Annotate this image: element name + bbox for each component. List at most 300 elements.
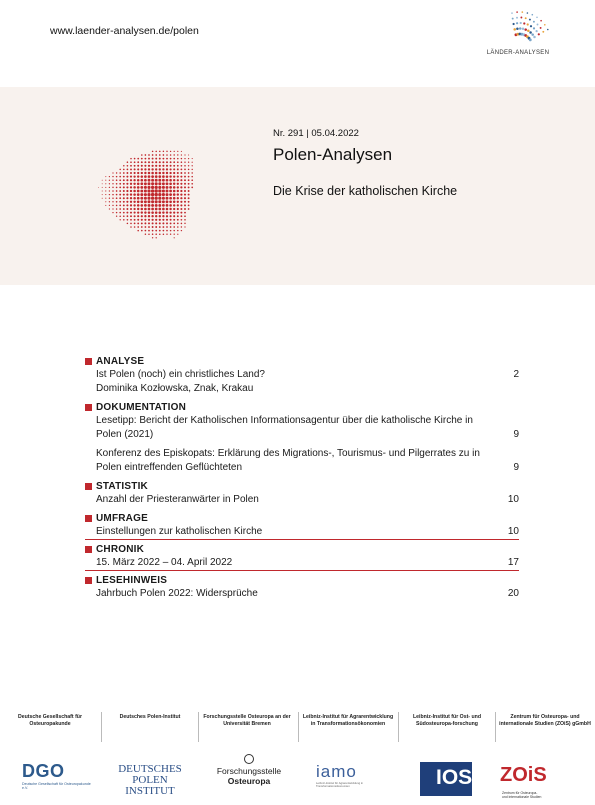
halftone-dot (148, 230, 150, 232)
halftone-dot (144, 189, 147, 192)
halftone-dot (155, 200, 158, 203)
halftone-dot (148, 215, 150, 217)
halftone-dot (148, 165, 150, 167)
halftone-dot (151, 179, 154, 182)
section-heading: UMFRAGE (96, 512, 148, 524)
halftone-dot (137, 219, 139, 221)
halftone-dot (162, 158, 164, 160)
divider (398, 712, 399, 742)
halftone-dot (130, 190, 132, 192)
halftone-dot (134, 226, 136, 228)
halftone-dot (120, 219, 121, 220)
halftone-dot (102, 183, 103, 184)
halftone-dot (105, 190, 106, 191)
halftone-dot (170, 226, 172, 228)
halftone-dot (102, 187, 103, 188)
ios-logo[interactable]: IOS (420, 762, 472, 796)
halftone-dot (134, 212, 136, 214)
halftone-dot (177, 193, 179, 195)
fso-logo[interactable]: Forschungsstelle Osteuropa (215, 754, 283, 786)
halftone-dot (170, 222, 172, 224)
logo-dot (524, 28, 527, 31)
iamo-logo[interactable]: iamo Leibniz-Institut für Agrarentwicklung in Transformationsökonomien (316, 762, 364, 789)
halftone-dot (169, 204, 172, 207)
bullet-square-icon (85, 358, 92, 365)
halftone-dot (166, 197, 169, 200)
halftone-dot (144, 211, 146, 213)
halftone-dot (148, 168, 150, 170)
halftone-dot (112, 194, 114, 196)
halftone-dot (105, 198, 106, 199)
halftone-dot (159, 151, 161, 153)
halftone-dot (152, 154, 154, 156)
halftone-dot (158, 197, 161, 200)
halftone-dot (162, 219, 164, 221)
logo-dot (540, 20, 542, 22)
halftone-dot (116, 197, 118, 199)
halftone-dot (148, 200, 151, 203)
halftone-dot (162, 179, 165, 182)
halftone-dot (192, 165, 193, 166)
halftone-dot (141, 175, 144, 178)
halftone-dot (173, 186, 176, 189)
halftone-dot (177, 226, 179, 228)
halftone-dot (147, 193, 150, 196)
logo-dot (529, 39, 532, 42)
halftone-dot (173, 161, 175, 163)
halftone-dot (162, 208, 165, 211)
halftone-dot (148, 208, 151, 211)
logo-dot (537, 24, 539, 26)
halftone-dot (130, 201, 132, 203)
halftone-dot (162, 215, 164, 217)
halftone-dot (109, 201, 110, 202)
halftone-dot (130, 223, 132, 225)
halftone-dot (155, 179, 158, 182)
halftone-dot (144, 193, 147, 196)
halftone-dot (184, 179, 186, 181)
halftone-dot (105, 194, 106, 195)
halftone-dot (180, 176, 182, 178)
institution-label: Zentrum für Osteuropa- und internationale Studien (ZOiS) gGmbH (499, 714, 591, 727)
halftone-dot (184, 212, 186, 214)
halftone-dot (162, 193, 165, 196)
halftone-dot (155, 154, 157, 156)
institution-label: Deutsches Polen-Institut (119, 714, 181, 720)
halftone-dot (144, 197, 147, 200)
halftone-dot (141, 215, 143, 217)
halftone-dot (127, 165, 129, 167)
halftone-dot (170, 158, 172, 160)
halftone-dot (119, 201, 121, 203)
halftone-dot (109, 180, 110, 181)
halftone-dot (191, 183, 193, 185)
halftone-dot (116, 187, 118, 189)
logo-dot (520, 17, 522, 19)
halftone-dot (126, 194, 128, 196)
halftone-dot (188, 172, 190, 174)
halftone-dot (155, 172, 158, 175)
halftone-dot (102, 191, 103, 192)
halftone-dot (123, 197, 125, 199)
halftone-dot (162, 182, 165, 185)
halftone-dot (158, 193, 161, 196)
logo-dot (547, 29, 549, 31)
halftone-dot (173, 215, 175, 217)
halftone-dot (119, 186, 121, 188)
halftone-dot (155, 211, 158, 214)
toc-entry[interactable]: Jahrbuch Polen 2022: Widersprüche 20 (96, 588, 519, 599)
halftone-dot (119, 190, 121, 192)
halftone-dot (134, 158, 136, 160)
halftone-dot (137, 190, 140, 193)
halftone-dot (169, 172, 171, 174)
page-number: 9 (513, 429, 519, 440)
halftone-dot (116, 172, 117, 173)
halftone-dot (137, 208, 139, 210)
halftone-dot (130, 168, 132, 170)
logo-dot (532, 14, 534, 16)
page-number: 2 (513, 369, 519, 380)
logo-dot (529, 31, 532, 34)
halftone-dot (166, 190, 169, 193)
halftone-dot (141, 222, 143, 224)
halftone-dot (105, 176, 106, 177)
halftone-dot (116, 183, 118, 185)
halftone-dot (141, 165, 143, 167)
halftone-dot (155, 165, 157, 167)
halftone-dot (166, 204, 169, 207)
page-number: 9 (513, 462, 519, 473)
halftone-dot (148, 219, 150, 221)
halftone-dot (112, 190, 114, 192)
toc-entry[interactable]: 15. März 2022 – 04. April 2022 17 (96, 557, 519, 568)
halftone-dot (144, 200, 147, 203)
halftone-dot (130, 204, 132, 206)
halftone-dot (162, 226, 164, 228)
halftone-dot (159, 226, 161, 228)
halftone-dot (151, 172, 154, 175)
toc-section-umfrage (85, 511, 519, 540)
halftone-dot (127, 215, 129, 217)
halftone-dot (166, 230, 168, 232)
halftone-dot (166, 226, 168, 228)
halftone-dot (105, 187, 106, 188)
toc-entry[interactable]: Konferenz des Episkopats: Erklärung des Migrations-, Tourismus- und Pilgerrates zu in Polen eintreffenden Geflüchteten 9 (96, 448, 519, 473)
toc-section-statistik (85, 479, 519, 507)
logo-dot (522, 11, 524, 13)
halftone-dot (144, 219, 146, 221)
halftone-dot (109, 205, 110, 206)
halftone-dot (116, 194, 118, 196)
halftone-dot (152, 158, 154, 160)
halftone-dot (119, 176, 121, 178)
halftone-dot (148, 204, 151, 207)
logo-dot (525, 17, 527, 19)
halftone-dot (188, 179, 190, 181)
halftone-dot (140, 190, 143, 193)
halftone-dot (140, 200, 143, 203)
logo-dot (533, 21, 535, 23)
halftone-dot (140, 186, 143, 189)
halftone-dot (148, 222, 150, 224)
halftone-dot (188, 201, 190, 203)
logo-dot (527, 30, 530, 33)
halftone-dot (144, 165, 146, 167)
halftone-dot (159, 158, 161, 160)
halftone-dot (134, 172, 136, 174)
halftone-dot (133, 179, 135, 181)
halftone-dot (155, 233, 157, 235)
halftone-dot (137, 211, 139, 213)
halftone-dot (159, 165, 161, 167)
halftone-dot (133, 208, 135, 210)
halftone-dot (155, 182, 158, 185)
halftone-dot (151, 215, 153, 217)
halftone-dot (145, 154, 147, 156)
halftone-dot (166, 161, 168, 163)
halftone-dot (173, 208, 175, 210)
halftone-dot (130, 208, 132, 210)
halftone-dot (170, 230, 172, 232)
issue-title: Die Krise der katholischen Kirche (273, 184, 458, 198)
logo-dot (536, 17, 538, 19)
halftone-dot (144, 222, 146, 224)
halftone-dot (102, 198, 103, 199)
halftone-dot (130, 186, 132, 188)
halftone-dot (137, 197, 140, 200)
logo-dot (542, 31, 544, 33)
halftone-dot (177, 165, 179, 167)
logo-dot (527, 12, 529, 14)
logo-dot (520, 22, 522, 24)
halftone-dot (144, 215, 146, 217)
halftone-dot (173, 193, 176, 196)
divider (298, 712, 299, 742)
dgo-logo[interactable]: DGO Deutsche Gesellschaft für Osteuropakunde e.V. (22, 761, 91, 790)
halftone-dot (127, 219, 129, 221)
halftone-dot (133, 190, 136, 193)
halftone-dot (130, 179, 132, 181)
halftone-dot (180, 190, 182, 192)
halftone-dot (181, 230, 182, 231)
halftone-dot (166, 208, 169, 211)
toc-section-chronik (85, 542, 519, 571)
halftone-dot (170, 161, 172, 163)
logo-dot (529, 19, 531, 21)
zois-logo[interactable]: ZOiS Zentrum für Osteuropa- und internationale Studien (500, 764, 547, 799)
toc-entry[interactable]: Ist Polen (noch) ein christliches Land? 2 (96, 369, 519, 380)
halftone-dot (155, 189, 158, 192)
toc-entry[interactable]: Einstellungen zur katholischen Kirche 10 (96, 526, 519, 537)
halftone-dot (188, 165, 189, 166)
halftone-dot (112, 187, 113, 188)
halftone-dot (184, 158, 185, 159)
halftone-dot (137, 168, 139, 170)
halftone-dot (137, 172, 139, 174)
halftone-dot (181, 154, 182, 155)
halftone-dot (102, 180, 103, 181)
institution-label: Deutsche Gesellschaft für Osteuropakunde (17, 714, 82, 727)
halftone-dot (184, 176, 186, 178)
toc-entry[interactable]: Anzahl der Priesteranwärter in Polen 10 (96, 494, 519, 505)
halftone-dot (166, 186, 169, 189)
halftone-dot (170, 215, 172, 217)
halftone-dot (169, 182, 172, 185)
toc-entry[interactable]: Lesetipp: Bericht der Katholischen Informationsagentur über die katholische Kirche in Polen (2021) 9 (96, 415, 519, 440)
logo-dot (540, 27, 542, 29)
halftone-dot (180, 201, 182, 203)
halftone-dot (123, 190, 125, 192)
halftone-dot (188, 158, 189, 159)
halftone-dot (177, 230, 178, 231)
halftone-dot (155, 219, 157, 221)
halftone-dot (133, 186, 136, 189)
halftone-dot (141, 219, 143, 221)
halftone-dot (170, 154, 172, 156)
halftone-dot (191, 176, 193, 178)
halftone-dot (147, 189, 150, 192)
halftone-dot (127, 169, 129, 171)
page-number: 20 (507, 588, 519, 599)
halftone-dot (112, 197, 113, 198)
institution-label: Forschungsstelle Osteuropa an der Universität Bremen (203, 714, 291, 727)
halftone-dot (151, 200, 154, 203)
halftone-dot (177, 176, 179, 178)
halftone-dot (188, 183, 190, 185)
halftone-dot (119, 215, 121, 217)
halftone-dot (173, 179, 175, 181)
halftone-dot (151, 211, 154, 214)
halftone-dot (158, 186, 161, 189)
halftone-dot (177, 219, 179, 221)
halftone-dot (133, 183, 135, 185)
halftone-dot (163, 230, 165, 232)
halftone-dot (162, 175, 165, 178)
halftone-dot (177, 223, 179, 225)
halftone-dot (173, 183, 175, 185)
halftone-dot (144, 161, 146, 163)
halftone-dot (188, 176, 190, 178)
halftone-dot (162, 168, 164, 170)
halftone-dot (184, 223, 185, 224)
halftone-dot (173, 190, 176, 193)
halftone-dot (133, 201, 135, 203)
halftone-dot (173, 197, 176, 200)
halftone-dot (141, 226, 143, 228)
divider (101, 712, 102, 742)
divider (495, 712, 496, 742)
toc-entry-author: Dominika Kozłowska, Znak, Krakau (96, 383, 254, 394)
halftone-dot (126, 186, 128, 188)
halftone-dot (181, 161, 183, 163)
halftone-dot (148, 161, 150, 163)
halftone-dot (148, 175, 151, 178)
halftone-dot (140, 182, 143, 185)
halftone-dot (155, 222, 157, 224)
halftone-dot (181, 219, 183, 221)
halftone-dot (148, 172, 151, 175)
page-number: 10 (507, 494, 519, 505)
halftone-dot (191, 187, 193, 189)
halftone-dot (170, 168, 172, 170)
halftone-dot (109, 187, 110, 188)
halftone-dot (158, 182, 161, 185)
halftone-dot (152, 233, 154, 235)
halftone-dot (119, 205, 121, 207)
halftone-dot (184, 208, 186, 210)
halftone-dot (109, 190, 110, 191)
halftone-dot (181, 165, 183, 167)
halftone-dot (188, 194, 190, 196)
toc-section-analyse (85, 354, 519, 396)
halftone-dot (133, 193, 136, 196)
halftone-dot (177, 172, 179, 174)
halftone-dot (173, 154, 174, 155)
halftone-dot (134, 165, 136, 167)
dpi-logo[interactable]: DEUTSCHES POLEN INSTITUT (118, 763, 182, 797)
halftone-dot (133, 175, 135, 177)
halftone-dot (188, 208, 190, 210)
halftone-dot (137, 193, 140, 196)
halftone-dot (134, 168, 136, 170)
halftone-dot (159, 222, 161, 224)
halftone-dot (116, 212, 117, 213)
halftone-dot (180, 208, 182, 210)
halftone-dot (177, 154, 178, 155)
halftone-dot (166, 172, 168, 174)
halftone-dot (119, 194, 121, 196)
halftone-dot (158, 208, 161, 211)
halftone-dot (173, 219, 175, 221)
halftone-dot (184, 197, 186, 199)
halftone-dot (127, 223, 129, 225)
halftone-dot (163, 233, 165, 235)
halftone-dot (158, 204, 161, 207)
halftone-dot (141, 211, 143, 213)
halftone-dot (144, 179, 147, 182)
halftone-dot (126, 212, 128, 214)
halftone-dot (166, 193, 169, 196)
halftone-dot (112, 176, 113, 177)
halftone-dot (145, 158, 147, 160)
logo-dot (513, 28, 516, 31)
institution-label: Leibniz-Institut für Agrarentwicklung in Transformationsökonomien (302, 714, 394, 727)
halftone-dot (159, 215, 161, 217)
halftone-dot (180, 204, 182, 206)
halftone-dot (184, 226, 185, 227)
logo-dot (544, 24, 546, 26)
halftone-dot (180, 179, 182, 181)
halftone-dot (141, 158, 143, 160)
halftone-dot (140, 197, 143, 200)
halftone-dot (181, 158, 182, 159)
page-number: 10 (507, 526, 519, 537)
halftone-dot (162, 222, 164, 224)
halftone-dot (102, 194, 103, 195)
halftone-dot (158, 200, 161, 203)
halftone-dot (162, 200, 165, 203)
halftone-dot (152, 226, 154, 228)
header-url[interactable]: www.laender-analysen.de/polen (50, 25, 199, 37)
halftone-dot (151, 168, 153, 170)
bullet-square-icon (85, 404, 92, 411)
section-heading: DOKUMENTATION (96, 401, 186, 413)
halftone-dot (119, 172, 121, 174)
halftone-dot (144, 208, 147, 211)
halftone-dot (162, 186, 165, 189)
halftone-dot (181, 223, 183, 225)
